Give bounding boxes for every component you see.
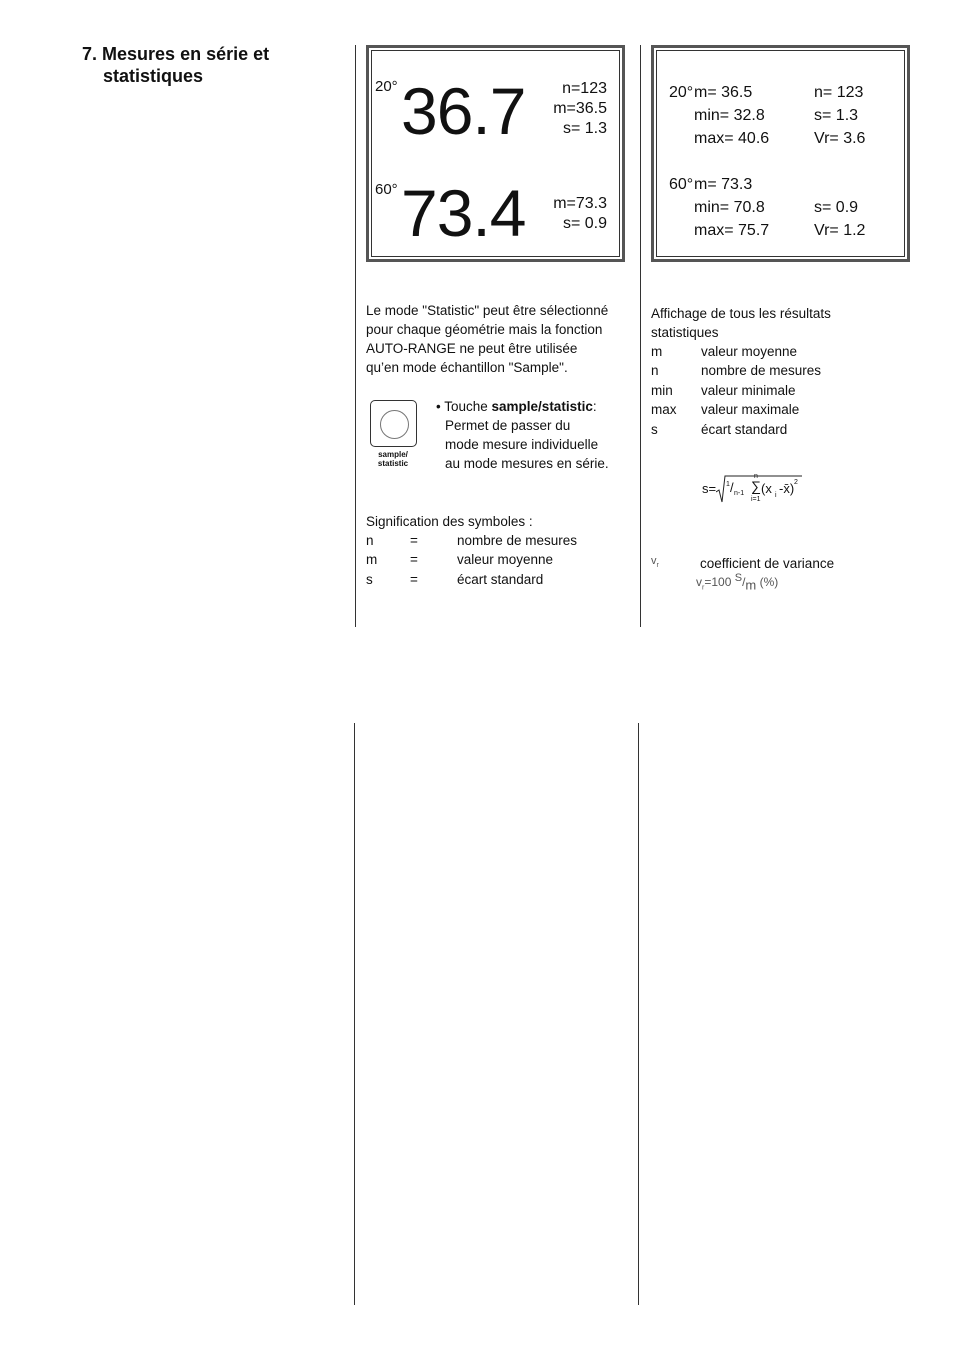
list-item: [651, 342, 821, 361]
vr-formula-v: v: [696, 575, 702, 589]
symbol-desc: écart standard: [457, 571, 544, 587]
bullet-prefix: • Touche: [436, 399, 492, 414]
symbol: min: [651, 382, 673, 398]
section-number: 7.: [82, 44, 98, 64]
sample-statistic-key[interactable]: [370, 400, 417, 447]
display2-vr-60: Vr= 1.2: [814, 222, 866, 239]
symbol: m: [651, 344, 663, 359]
section-title-line2: statistiques: [103, 66, 204, 86]
paragraph-line: Le mode "Statistic" peut être sélectionné: [366, 303, 609, 318]
formula-sub-i: i: [775, 492, 777, 499]
formula-body-open: (x: [761, 481, 772, 496]
display1-stats-60: [541, 194, 607, 234]
display2-vr-20: Vr= 3.6: [814, 130, 866, 147]
bullet-key-name: sample/statistic: [491, 399, 593, 414]
vr-formula-eq: =100: [704, 575, 735, 589]
display-single-stat: [366, 45, 625, 262]
column-divider-2: [640, 45, 641, 627]
sigma-icon: ∑: [751, 478, 761, 494]
vr-formula-slash: /: [742, 575, 746, 589]
sum-lower: i=1: [751, 496, 761, 503]
intro-line2: statistiques: [651, 325, 719, 340]
symbol: n: [651, 363, 659, 379]
sample-statistic-key-label: [363, 450, 423, 468]
display1-s-60: s= 0.9: [562, 215, 607, 232]
bullet-line: mode mesure individuelle: [445, 437, 599, 452]
display2-max-20: max= 40.6: [694, 130, 770, 147]
display2-angle-60: 60°: [669, 176, 694, 193]
display2-angle-20: 20°: [669, 84, 694, 101]
display2-s-60: s= 0.9: [814, 199, 859, 216]
section-title-line1: Mesures en série et: [102, 44, 270, 64]
paragraph-line: AUTO-RANGE ne peut être utilisée: [366, 341, 578, 356]
display2-min-60: min= 70.8: [694, 199, 765, 216]
display1-n: n=123: [562, 80, 607, 97]
display2-s-20: s= 1.3: [814, 107, 859, 124]
display1-s-20: s= 1.3: [562, 120, 607, 137]
std-deviation-formula: [702, 472, 802, 504]
bullet-line: Permet de passer du: [445, 418, 571, 433]
display2-min-20: min= 32.8: [694, 107, 765, 124]
bullet-suffix: :: [592, 399, 597, 414]
symbol-desc: écart standard: [701, 421, 788, 437]
symbol: s: [366, 571, 373, 587]
key-description: [436, 397, 609, 473]
vr-formula-s: S: [734, 572, 743, 584]
display2-m-20: m= 36.5: [694, 84, 753, 101]
symbol-desc: valeur maximale: [701, 402, 800, 418]
equals: =: [410, 552, 418, 568]
vr-formula-pct: (%): [756, 575, 779, 589]
display1-m-20: m=36.5: [553, 100, 607, 117]
formula-square: 2: [794, 479, 798, 486]
paragraph-line: qu’en mode échantillon "Sample".: [366, 360, 568, 375]
formula-body-close: -x̄): [779, 481, 795, 496]
symbols-title: Signification des symboles :: [366, 514, 533, 529]
list-item: [651, 400, 821, 419]
symbol: max: [651, 402, 677, 418]
display1-angle-20: 20°: [375, 78, 398, 95]
key-label-line1: sample/: [378, 450, 408, 459]
paragraph-line: pour chaque géométrie mais la fonction: [366, 322, 603, 337]
vr-description: coefficient de variance: [700, 556, 835, 571]
symbol-desc: valeur minimale: [701, 382, 796, 398]
vr-formula: [696, 572, 778, 592]
formula-one: 1: [726, 481, 730, 488]
sum-upper: n: [754, 473, 758, 480]
display2-stats-60-right: [814, 196, 880, 242]
symbols-list: [366, 531, 577, 589]
symbol-desc: valeur moyenne: [457, 552, 554, 568]
formula-slash: /: [730, 480, 734, 495]
vr-v: v: [651, 555, 657, 567]
symbol-desc: nombre de mesures: [457, 533, 578, 548]
key-circle-icon: [380, 410, 409, 439]
display1-angle-60: 60°: [375, 181, 398, 198]
display2-m-60: m= 73.3: [694, 176, 753, 193]
list-item: [366, 570, 577, 589]
section-title: [82, 43, 269, 87]
formula-lhs: s=: [702, 481, 717, 496]
column-divider-3: [354, 723, 355, 1305]
key-label-line2: statistic: [377, 459, 409, 468]
list-item: [651, 381, 821, 400]
display2-n-20: n= 123: [814, 84, 864, 101]
display2-stats-60-left: [694, 173, 776, 242]
symbol-desc: nombre de mesures: [701, 363, 822, 379]
all-results-intro: [651, 304, 831, 342]
display1-stats-20: [541, 79, 607, 139]
intro-line1: Affichage de tous les résultats: [651, 306, 831, 321]
display1-value-60: 73.4: [401, 176, 526, 250]
symbol: m: [366, 552, 378, 568]
vr-formula-sub: r: [702, 584, 705, 592]
bullet-line: au mode mesures en série.: [445, 456, 609, 471]
display-full-stat: [651, 45, 910, 262]
statistic-mode-paragraph: [366, 301, 608, 377]
definitions-list: [651, 342, 821, 439]
symbol: s: [651, 421, 658, 437]
list-item: [651, 420, 821, 439]
display2-max-60: max= 75.7: [694, 222, 770, 239]
list-item: [366, 531, 577, 550]
display2-stats-20-left: [694, 81, 776, 150]
equals: =: [410, 533, 418, 548]
vr-formula-m: m: [745, 577, 757, 593]
display2-stats-20-right: [814, 81, 884, 150]
display1-m-60: m=73.3: [553, 195, 607, 212]
vr-symbol: [651, 555, 659, 569]
equals: =: [410, 571, 418, 587]
vr-sub: r: [656, 562, 659, 570]
formula-n-minus-1: n-1: [734, 490, 745, 497]
symbol: n: [366, 533, 374, 548]
display1-value-20: 36.7: [401, 74, 526, 148]
list-item: [366, 550, 577, 569]
column-divider-4: [638, 723, 639, 1305]
column-divider-1: [355, 45, 356, 627]
list-item: [651, 361, 821, 380]
symbol-desc: valeur moyenne: [701, 344, 798, 359]
